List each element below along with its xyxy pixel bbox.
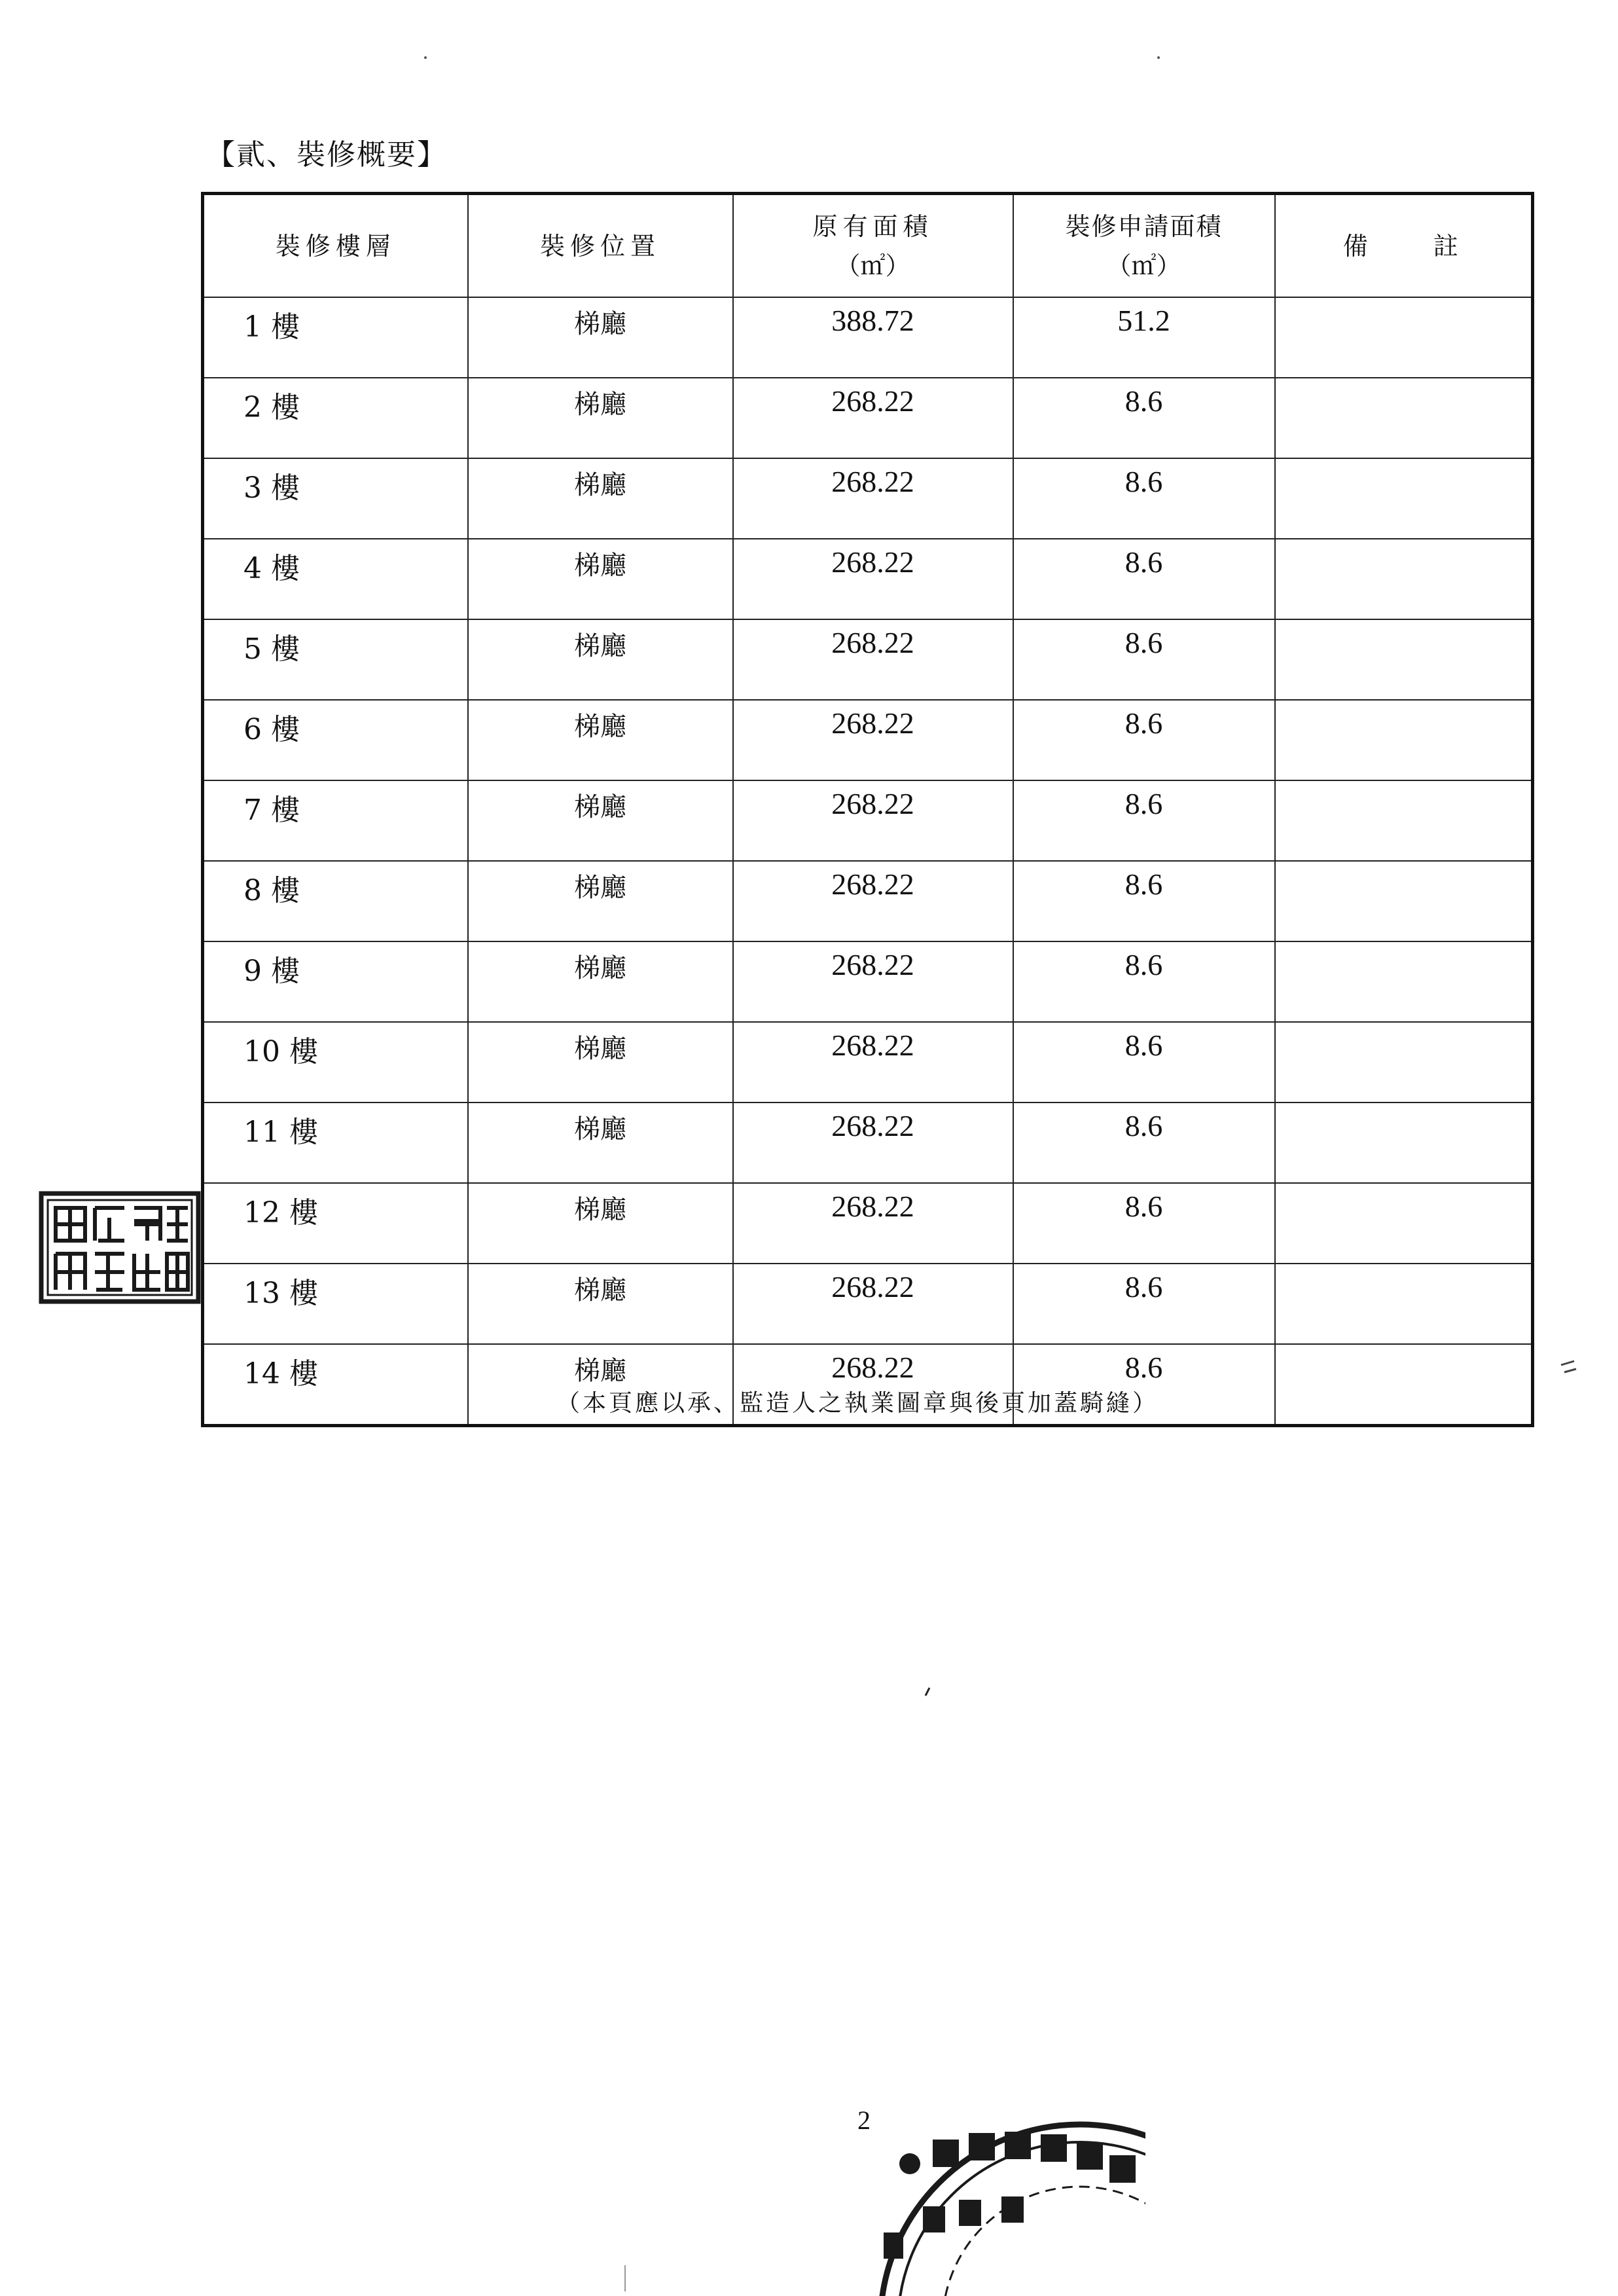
table-row [203,1183,1533,1264]
cell-original-area: 388.72 [733,297,1013,378]
cell-remarks [1275,539,1533,619]
cell-location: 梯廳 [468,1022,733,1102]
cell-remarks [1275,297,1533,378]
table-row [203,619,1533,700]
cell-applied-area: 8.6 [1013,1344,1275,1426]
header-applied-area [1013,194,1275,298]
table-row [203,378,1533,458]
cell-original-area: 268.22 [733,1102,1013,1183]
cell-floor: 8 樓 [203,861,468,941]
cell-location: 梯廳 [468,1102,733,1183]
table-row [203,539,1533,619]
cell-applied-area: 8.6 [1013,539,1275,619]
cell-applied-area: 8.6 [1013,700,1275,780]
cell-original-area: 268.22 [733,458,1013,539]
header-original-area-unit: （㎡） [835,251,910,280]
cell-applied-area: 8.6 [1013,378,1275,458]
cell-remarks [1275,941,1533,1022]
cell-applied-area: 8.6 [1013,619,1275,700]
cell-location: 梯廳 [468,700,733,780]
table-row [203,458,1533,539]
official-round-seal-stamp [844,2108,1145,2296]
section-title: 【貳、裝修概要】 [206,138,447,172]
cell-remarks [1275,378,1533,458]
table-row [203,1102,1533,1183]
cell-applied-area: 8.6 [1013,780,1275,861]
cell-original-area: 268.22 [733,1183,1013,1264]
cell-original-area: 268.22 [733,780,1013,861]
table-row [203,780,1533,861]
cell-remarks [1275,1264,1533,1344]
cell-original-area: 268.22 [733,700,1013,780]
cell-original-area: 268.22 [733,619,1013,700]
header-applied-area-label: 裝修申請面積 [1065,211,1223,241]
cell-remarks [1275,619,1533,700]
cell-location: 梯廳 [468,1183,733,1264]
cell-floor: 10 樓 [203,1022,468,1102]
cell-location: 梯廳 [468,378,733,458]
architect-seal-stamp [36,1188,203,1306]
table-header-row [203,194,1533,298]
table-body [203,297,1533,1426]
cell-original-area: 268.22 [733,1022,1013,1102]
table-row [203,861,1533,941]
cell-original-area: 268.22 [733,378,1013,458]
cell-remarks [1275,1022,1533,1102]
cell-floor: 9 樓 [203,941,468,1022]
cell-location: 梯廳 [468,458,733,539]
cell-floor: 14 樓 [203,1344,468,1426]
cell-floor: 12 樓 [203,1183,468,1264]
cell-floor: 7 樓 [203,780,468,861]
cell-floor: 2 樓 [203,378,468,458]
cell-original-area: 268.22 [733,1264,1013,1344]
cell-floor: 6 樓 [203,700,468,780]
cell-floor: 4 樓 [203,539,468,619]
table-row [203,1022,1533,1102]
cell-applied-area: 8.6 [1013,1264,1275,1344]
header-original-area-label: 原有面積 [812,211,933,241]
cell-original-area: 268.22 [733,941,1013,1022]
cell-applied-area: 8.6 [1013,941,1275,1022]
cell-location: 梯廳 [468,539,733,619]
cell-applied-area: 8.6 [1013,861,1275,941]
cell-remarks [1275,700,1533,780]
cell-original-area: 268.22 [733,1344,1013,1426]
cell-location: 梯廳 [468,780,733,861]
cell-original-area: 268.22 [733,539,1013,619]
cell-remarks [1275,780,1533,861]
cell-remarks [1275,1344,1533,1426]
cell-remarks [1275,1102,1533,1183]
cell-original-area: 268.22 [733,861,1013,941]
table-row [203,941,1533,1022]
page-number: 2 [857,2105,871,2135]
cell-location: 梯廳 [468,619,733,700]
header-location: 裝修位置 [468,194,733,298]
cell-location: 梯廳 [468,941,733,1022]
cell-floor: 3 樓 [203,458,468,539]
cell-floor: 11 樓 [203,1102,468,1183]
cell-floor: 13 樓 [203,1264,468,1344]
cell-floor: 5 樓 [203,619,468,700]
header-applied-area-unit: （㎡） [1106,251,1181,280]
cell-location: 梯廳 [468,861,733,941]
header-floor: 裝修樓層 [203,194,468,298]
cell-remarks [1275,861,1533,941]
cell-location: 梯廳 [468,1344,733,1426]
header-remarks: 備 註 [1275,194,1533,298]
table-row [203,297,1533,378]
cell-applied-area: 8.6 [1013,1022,1275,1102]
cell-applied-area: 8.6 [1013,1183,1275,1264]
cell-floor: 1 樓 [203,297,468,378]
cell-applied-area: 8.6 [1013,1102,1275,1183]
renovation-summary-table [201,192,1534,1427]
table-row [203,700,1533,780]
header-original-area [733,194,1013,298]
cell-location: 梯廳 [468,1264,733,1344]
cell-location: 梯廳 [468,297,733,378]
cell-remarks [1275,1183,1533,1264]
cell-applied-area: 8.6 [1013,458,1275,539]
table-row [203,1264,1533,1344]
cell-applied-area: 51.2 [1013,297,1275,378]
cell-remarks [1275,458,1533,539]
footer-note: （本頁應以承、監造人之執業圖章與後頁加蓋騎縫） [556,1390,1159,1417]
